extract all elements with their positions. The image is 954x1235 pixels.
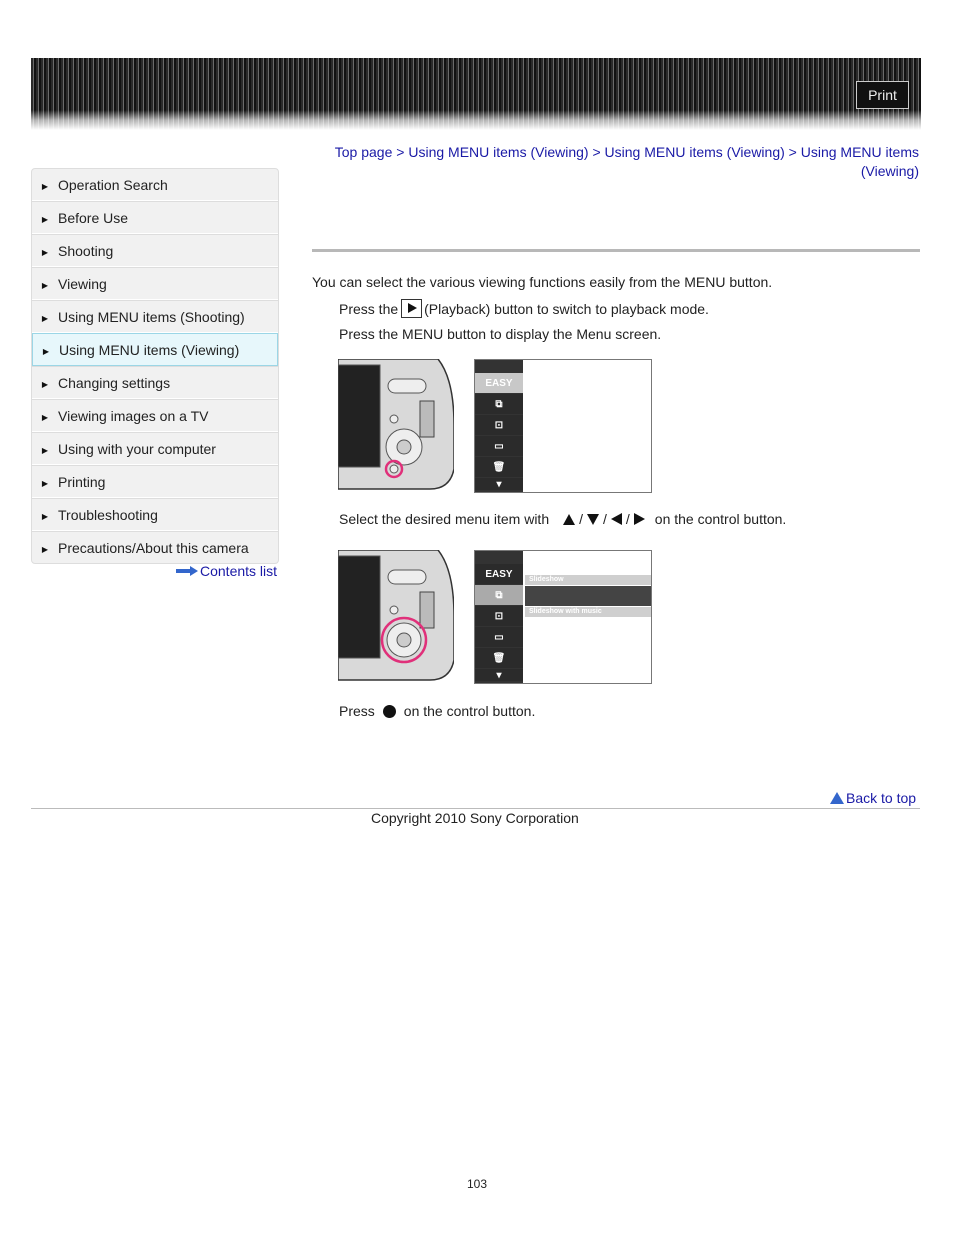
breadcrumb-separator: >: [788, 144, 797, 160]
slash: /: [579, 511, 583, 527]
slideshow-icon: ⧉: [475, 585, 523, 605]
submenu-slideshow-label: Slideshow: [525, 575, 651, 585]
print-button[interactable]: Print: [856, 81, 909, 109]
caret-right-icon: ▶: [41, 247, 49, 257]
slash: /: [625, 511, 630, 527]
caret-right-icon: ▶: [41, 181, 49, 191]
sidebar-item-label: Viewing: [58, 275, 107, 292]
caret-right-icon: ▶: [41, 379, 49, 389]
submenu-selected-row: [525, 586, 651, 606]
step-text: Press: [339, 703, 375, 719]
title-rule: [312, 249, 920, 252]
caret-right-icon: ▶: [41, 445, 49, 455]
intro-text: You can select the various viewing functions easily from the MENU button.: [312, 274, 773, 290]
breadcrumb-link[interactable]: Using MENU items (Viewing): [800, 144, 919, 179]
menu-easy: EASY: [475, 564, 523, 584]
sidebar-item-viewing-tv[interactable]: [32, 399, 278, 432]
menu-header: [475, 551, 523, 563]
right-arrow-icon: [634, 513, 645, 525]
breadcrumb-link-top[interactable]: Top page: [334, 144, 393, 160]
sidebar-item-menu-viewing[interactable]: [32, 333, 278, 366]
caret-right-icon: ▶: [41, 544, 49, 554]
caret-right-icon: ▶: [41, 511, 49, 521]
left-arrow-icon: [611, 513, 622, 525]
menu-icon-column: [475, 360, 523, 492]
menu-icon-column: [475, 551, 523, 683]
playback-icon: [401, 299, 422, 318]
step-text: on the control button.: [403, 703, 536, 719]
step-text: on the control button.: [654, 511, 787, 527]
sidebar-item-label: Operation Search: [58, 176, 168, 193]
sidebar-item-label: Using MENU items (Shooting): [58, 308, 245, 325]
submenu-slideshow-music-label: Slideshow with music: [525, 607, 651, 617]
sidebar-item-label: Shooting: [58, 242, 114, 259]
edit-icon: ⊡: [475, 606, 523, 626]
caret-right-icon: ▶: [42, 346, 50, 356]
delete-icon: 🗑: [475, 648, 523, 668]
contents-list-label: Contents list: [200, 563, 278, 579]
sidebar-item-changing-settings[interactable]: [32, 366, 278, 399]
sidebar-item-printing[interactable]: [32, 465, 278, 498]
step-text: (Playback) button to switch to playback mode.: [424, 300, 709, 317]
sidebar-nav: [31, 168, 279, 564]
scroll-down-icon: ▾: [475, 669, 523, 681]
footer-rule: [31, 808, 920, 809]
back-to-top-label: Back to top: [846, 790, 917, 806]
breadcrumb-link[interactable]: Using MENU items (Viewing): [408, 144, 589, 160]
rotate-icon: ▭: [475, 436, 523, 456]
edit-icon: ⊡: [475, 415, 523, 435]
slash: /: [603, 511, 607, 527]
scroll-down-icon: ▾: [475, 478, 523, 490]
sidebar-item-label: Viewing images on a TV: [58, 407, 209, 424]
breadcrumb-separator: >: [396, 144, 405, 160]
menu-screen: [474, 359, 652, 493]
sidebar-item-label: Changing settings: [58, 374, 171, 391]
sidebar-item-label: Printing: [58, 473, 106, 490]
sidebar-item-before-use[interactable]: [32, 201, 278, 234]
breadcrumb: [312, 143, 919, 181]
step-3: [339, 511, 786, 527]
sidebar-item-label: Precautions/About this camera: [58, 539, 249, 556]
sidebar-item-troubleshooting[interactable]: [32, 498, 278, 531]
breadcrumb-link[interactable]: Using MENU items (Viewing): [604, 144, 785, 160]
sidebar-item-menu-shooting[interactable]: [32, 300, 278, 333]
caret-right-icon: ▶: [41, 412, 49, 422]
sidebar-item-label: Troubleshooting: [58, 506, 158, 523]
menu-easy: EASY: [475, 373, 523, 393]
slideshow-icon: ⧉: [475, 394, 523, 414]
contents-list-link[interactable]: [176, 563, 277, 579]
sidebar-item-shooting[interactable]: [32, 234, 278, 267]
copyright-text: Copyright 2010 Sony Corporation: [371, 810, 579, 826]
up-arrow-icon: [830, 792, 844, 804]
sidebar-item-viewing[interactable]: [32, 267, 278, 300]
step-text: Select the desired menu item with: [339, 511, 550, 527]
camera-illustration: [338, 359, 454, 491]
step-1: [339, 299, 709, 318]
camera-illustration: [338, 550, 454, 682]
sidebar-item-computer[interactable]: [32, 432, 278, 465]
sidebar-item-label: Using MENU items (Viewing): [59, 341, 240, 358]
rotate-icon: ▭: [475, 627, 523, 647]
back-to-top-link[interactable]: [830, 790, 916, 806]
page-number: 103: [467, 1177, 488, 1191]
step-text: Press the: [339, 300, 399, 317]
caret-right-icon: ▶: [41, 214, 49, 224]
delete-icon: 🗑: [475, 457, 523, 477]
sidebar-item-label: Before Use: [58, 209, 129, 226]
caret-right-icon: ▶: [41, 478, 49, 488]
sidebar-item-precautions[interactable]: [32, 531, 278, 563]
center-button-icon: [383, 705, 396, 718]
header-banner: [31, 58, 921, 130]
menu-screen: [474, 550, 652, 684]
up-arrow-icon: [563, 514, 575, 525]
step-4: [339, 703, 535, 719]
arrow-right-icon: [176, 566, 198, 576]
caret-right-icon: ▶: [41, 313, 49, 323]
menu-header: [475, 360, 523, 372]
sidebar-item-operation-search[interactable]: [32, 169, 278, 201]
step-2: Press the MENU button to display the Menu screen.: [339, 326, 662, 342]
caret-right-icon: ▶: [41, 280, 49, 290]
breadcrumb-separator: >: [592, 144, 601, 160]
sidebar-item-label: Using with your computer: [58, 440, 216, 457]
down-arrow-icon: [587, 514, 599, 525]
